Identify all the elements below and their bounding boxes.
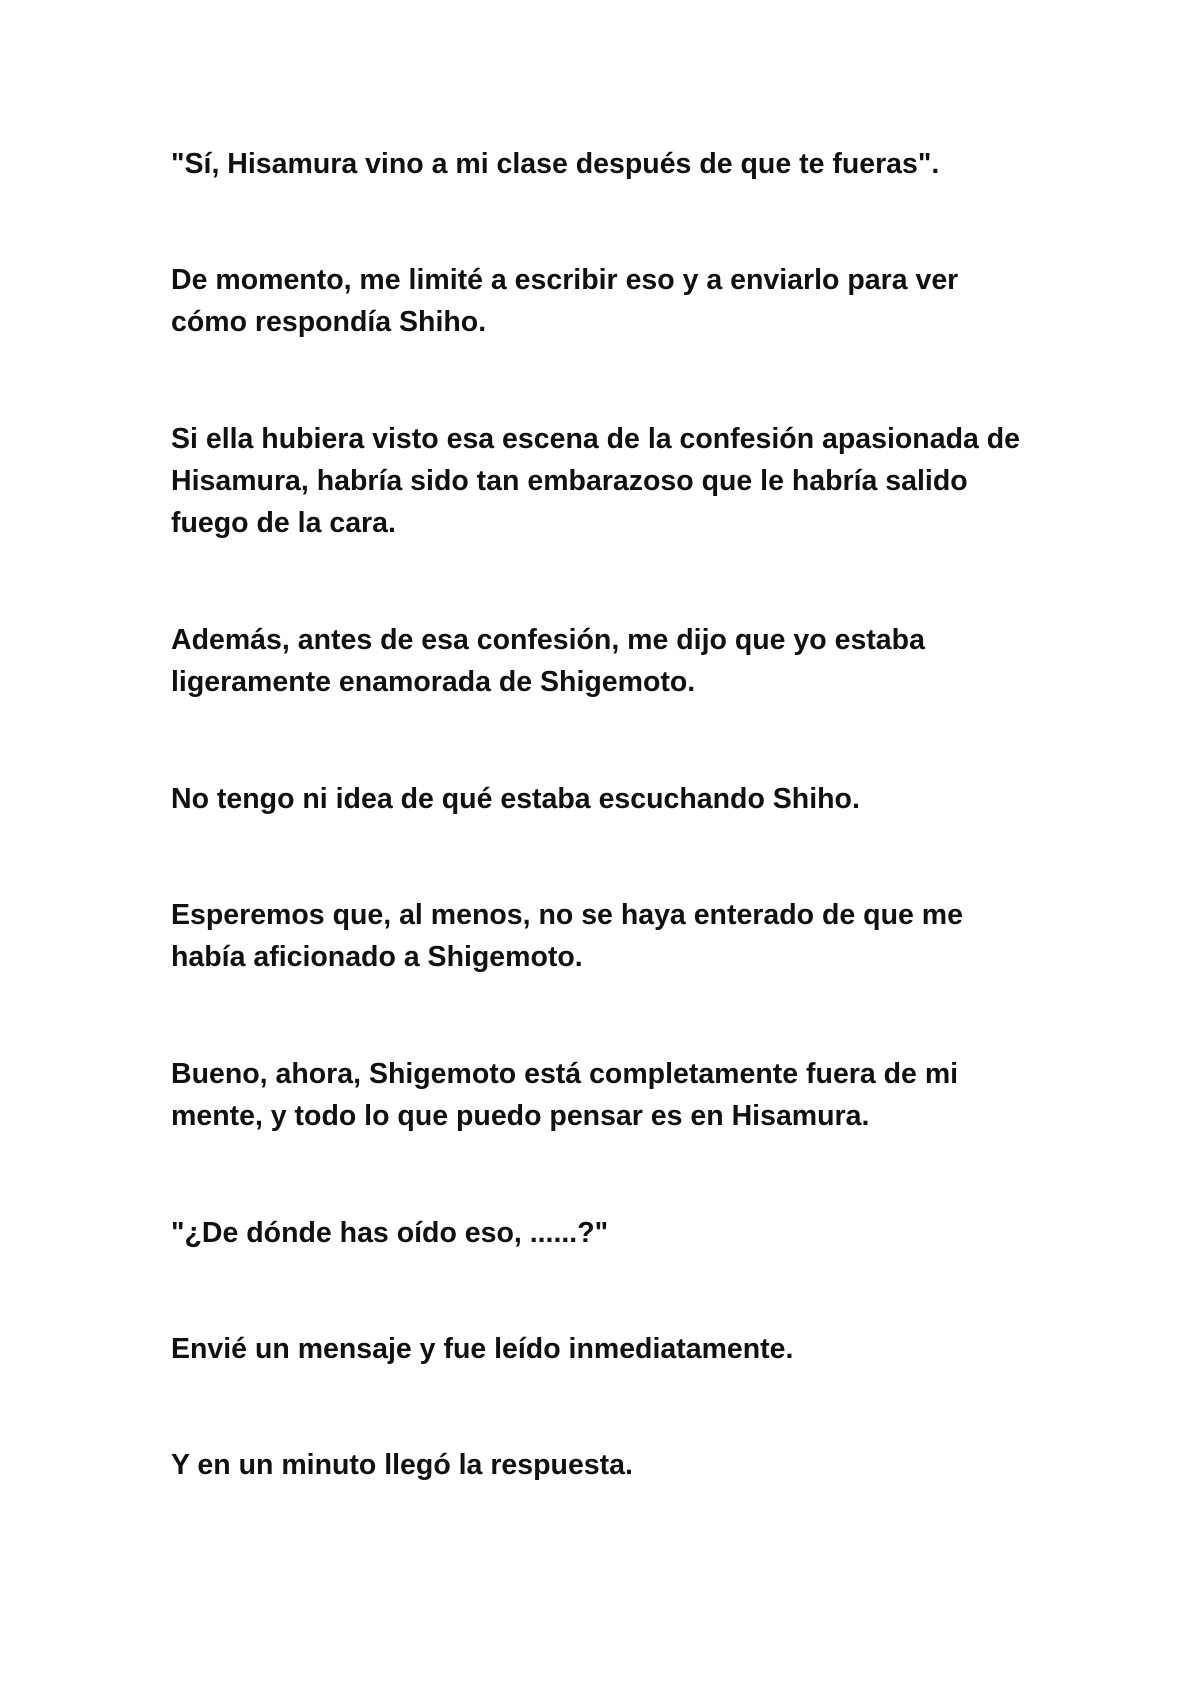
paragraph-8: "¿De dónde has oído eso, ......?" [171, 1217, 609, 1249]
paragraph-6: Esperemos que, al menos, no se haya enterado de que me había aficionado a Shigemoto. [171, 899, 963, 973]
paragraph-4: Además, antes de esa confesión, me dijo que yo estaba ligeramente enamorada de Shigemoto. [171, 624, 925, 698]
paragraph-10: Y en un minuto llegó la respuesta. [171, 1449, 633, 1481]
paragraph-3: Si ella hubiera visto esa escena de la confesión apasionada de Hisamura, habría sido tan embarazoso que le habría salido fuego de la cara. [171, 423, 1021, 539]
paragraph-9: Envié un mensaje y fue leído inmediatamente. [171, 1333, 794, 1365]
paragraph-2: De momento, me limité a escribir eso y a enviarlo para ver cómo respondía Shiho. [171, 264, 959, 338]
paragraph-7: Bueno, ahora, Shigemoto está completamente fuera de mi mente, y todo lo que puedo pensar es en Hisamura. [171, 1058, 959, 1132]
paragraph-1: "Sí, Hisamura vino a mi clase después de que te fueras". [171, 148, 940, 180]
paragraph-5: No tengo ni idea de qué estaba escuchando Shiho. [171, 783, 860, 815]
